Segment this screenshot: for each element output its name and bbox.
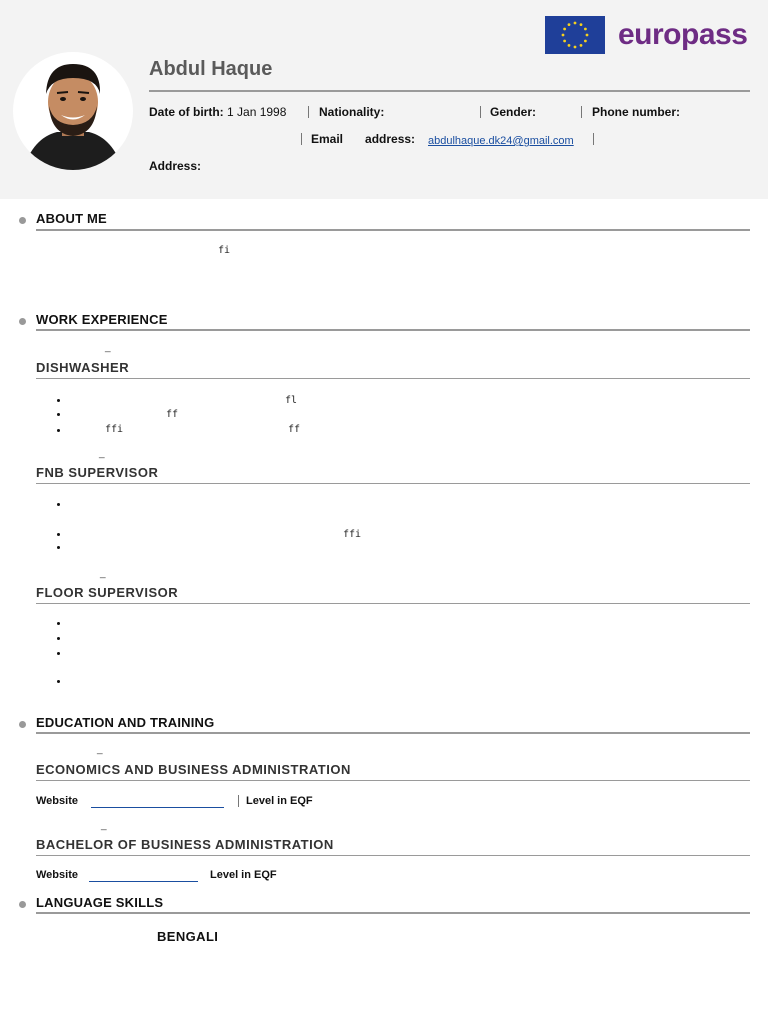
eqf-label: Level in EQF [210,869,277,881]
address-field: Address: [149,159,202,173]
list-bullet [57,680,60,683]
separator [301,133,302,145]
degree-title-bba: BACHELOR OF BUSINESS ADMINISTRATION [36,837,334,852]
text-fragment: fl [285,395,298,406]
email-link[interactable]: abdulhaque.dk24@gmail.com [428,135,574,147]
section-divider [36,329,750,331]
nationality-field: Nationality: [319,105,385,119]
list-bullet [57,503,60,506]
text-fragment: ffi [105,424,124,435]
section-bullet [19,217,26,224]
phone-field: Phone number: [592,105,681,119]
gender-field: Gender: [490,105,537,119]
separator [593,133,594,145]
about-me-title: ABOUT ME [36,211,107,226]
separator [480,106,481,118]
separator [308,106,309,118]
list-bullet [57,622,60,625]
job-title-fnb-supervisor: FNB SUPERVISOR [36,465,159,480]
profile-photo [13,52,133,170]
website-label: Website [36,869,78,881]
section-divider [36,229,750,231]
section-divider [36,912,750,914]
list-bullet [57,546,60,549]
text-fragment: ff [288,424,301,435]
degree-title-economics: ECONOMICS AND BUSINESS ADMINISTRATION [36,762,351,777]
job-divider [36,855,750,856]
education-title: EDUCATION AND TRAINING [36,715,215,730]
list-bullet [57,652,60,655]
list-bullet [57,429,60,432]
work-experience-title: WORK EXPERIENCE [36,312,168,327]
job-title-dishwasher: DISHWASHER [36,360,130,375]
separator [238,795,239,807]
date-placeholder: _ [105,342,111,353]
name-divider [149,90,750,92]
date-placeholder: _ [100,568,106,579]
europass-wordmark: europass [618,18,748,51]
europass-logo [545,16,751,56]
date-placeholder: _ [99,448,105,459]
website-label: Website [36,795,78,807]
text-fragment: ff [166,409,179,420]
mother-tongue: BENGALI [157,929,219,944]
section-divider [36,732,750,734]
text-fragment: fi [218,245,231,256]
list-bullet [57,637,60,640]
section-bullet [19,318,26,325]
language-skills-title: LANGUAGE SKILLS [36,895,164,910]
list-bullet [57,533,60,536]
header-band [0,0,768,199]
job-divider [36,603,750,604]
eu-flag-icon [545,16,605,54]
section-bullet [19,901,26,908]
separator [581,106,582,118]
job-divider [36,378,750,379]
website-link[interactable] [89,881,198,882]
website-link[interactable] [91,807,224,808]
email-label: Email address: [311,132,416,146]
job-title-floor-supervisor: FLOOR SUPERVISOR [36,585,179,600]
list-bullet [57,413,60,416]
email-field[interactable] [428,133,574,147]
eqf-label: Level in EQF [246,795,313,807]
job-divider [36,483,750,484]
date-placeholder: _ [101,820,107,831]
job-divider [36,780,750,781]
list-bullet [57,399,60,402]
date-placeholder: _ [97,744,103,755]
dob-field: Date of birth: 1 Jan 1998 [149,105,287,119]
text-fragment: ffi [343,529,362,540]
section-bullet [19,721,26,728]
candidate-name: Abdul Haque [149,58,273,80]
